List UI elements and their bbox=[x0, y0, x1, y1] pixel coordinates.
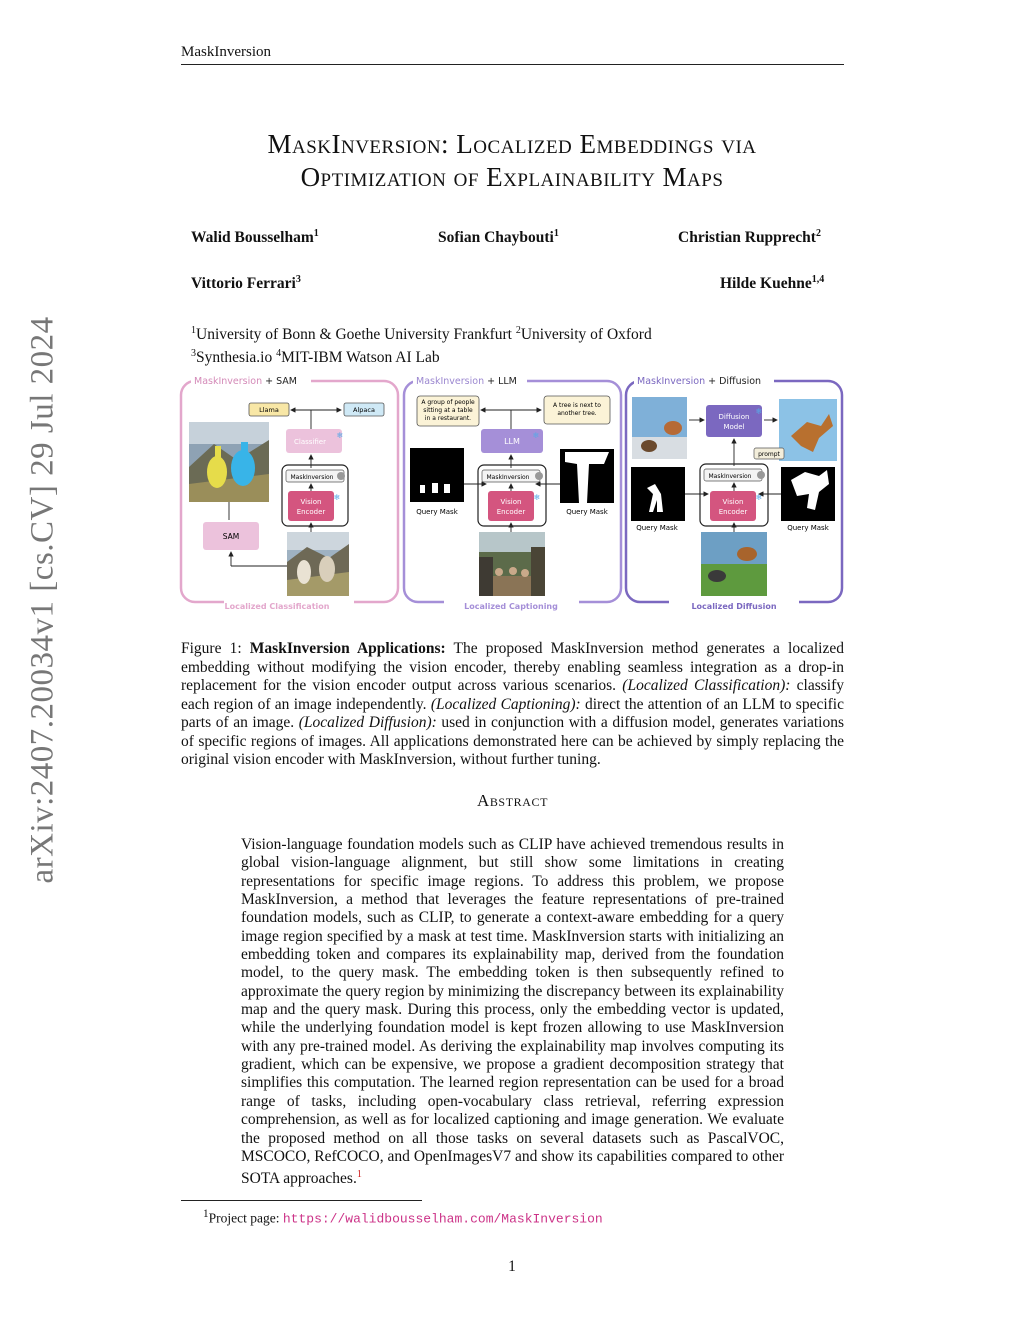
classifier-label: Classifier bbox=[294, 438, 326, 446]
vision-encoder-box bbox=[288, 491, 334, 521]
panel-footer: Localized Classification bbox=[224, 602, 330, 611]
query-mask-label: Query Mask bbox=[566, 508, 608, 516]
affil-num: 4 bbox=[276, 348, 282, 360]
dogs-photo-input bbox=[632, 397, 687, 459]
caption-left-line: sitting at a table bbox=[423, 407, 473, 414]
caption-text: used in conjunction with a diffusion model, generates variations of specific regions of images. All applications demonstrated here can be achieved by simply replacing the original vision encoder with MaskInversion, without further tuning. bbox=[181, 714, 845, 768]
maskinv-label: MaskInversion bbox=[290, 474, 334, 481]
llama-label: Llama bbox=[259, 406, 279, 414]
panel-title: MaskInversion + SAM bbox=[194, 376, 297, 387]
llama-photo-segmented bbox=[189, 422, 269, 502]
header-rule bbox=[181, 64, 844, 65]
affil-text: MIT-IBM Watson AI Lab bbox=[281, 349, 440, 367]
maskinv-label: MaskInversion bbox=[708, 473, 752, 480]
author-affiliation: 1 bbox=[553, 228, 559, 239]
panel-footer: Localized Diffusion bbox=[691, 602, 777, 611]
caption-right-line: A tree is next to bbox=[553, 402, 601, 409]
author-name: Walid Bousselham bbox=[191, 229, 314, 247]
sam-label: SAM bbox=[222, 532, 240, 541]
page-number: 1 bbox=[508, 1258, 516, 1275]
query-mask-right bbox=[560, 449, 614, 503]
affil-num: 2 bbox=[515, 325, 521, 336]
affil-text: University of Oxford bbox=[520, 326, 652, 344]
author-name: Christian Rupprecht bbox=[678, 229, 816, 247]
vision-encoder-box bbox=[710, 491, 756, 521]
frozen-icon: ❄ bbox=[755, 493, 763, 502]
diffusion-model-box bbox=[706, 405, 762, 437]
author-2 bbox=[438, 228, 559, 247]
panel-title: MaskInversion + LLM bbox=[416, 376, 517, 387]
encoder-label-1: Vision bbox=[500, 498, 522, 506]
panel-footer: Localized Captioning bbox=[464, 602, 558, 611]
author-affiliation: 1 bbox=[313, 228, 319, 239]
encoder-label-1: Vision bbox=[722, 498, 744, 506]
query-mask-label: Query Mask bbox=[787, 524, 829, 532]
dog-photo-output bbox=[779, 399, 837, 461]
gear-icon bbox=[337, 472, 345, 480]
diffusion-label-1: Diffusion bbox=[718, 413, 750, 421]
footnote-number: 1 bbox=[203, 1208, 209, 1220]
encoder-label-2: Encoder bbox=[296, 508, 326, 516]
query-mask-label: Query Mask bbox=[416, 508, 458, 516]
affiliations bbox=[191, 321, 652, 367]
caption-italic: (Localized Classification): bbox=[622, 677, 791, 694]
panel-diffusion bbox=[626, 374, 842, 611]
affil-text: Synthesia.io bbox=[196, 349, 277, 367]
panel-title: MaskInversion + Diffusion bbox=[637, 376, 762, 387]
figure-1 bbox=[179, 372, 844, 615]
dogs-photo bbox=[701, 532, 767, 596]
caption-italic: (Localized Diffusion): bbox=[298, 714, 437, 731]
alpaca-label: Alpaca bbox=[353, 406, 375, 414]
frozen-icon: ❄ bbox=[755, 407, 763, 416]
footnote bbox=[203, 1208, 603, 1227]
affiliation-line-2 bbox=[191, 344, 652, 367]
abstract-heading: Abstract bbox=[476, 791, 549, 810]
query-mask-label: Query Mask bbox=[636, 524, 678, 532]
diffusion-label-2: Model bbox=[723, 423, 745, 431]
frozen-icon: ❄ bbox=[333, 493, 341, 502]
author-name: Vittorio Ferrari bbox=[191, 275, 296, 293]
caption-left-line: A group of people bbox=[421, 399, 475, 406]
frozen-icon: ❄ bbox=[336, 431, 344, 440]
affil-text: University of Bonn & Goethe University Frankfurt bbox=[196, 326, 516, 344]
affiliation-line-1 bbox=[191, 321, 652, 344]
caption-left-line: in a restaurant. bbox=[424, 415, 472, 422]
author-5 bbox=[720, 274, 824, 293]
prompt-label: prompt bbox=[758, 451, 780, 458]
gear-icon bbox=[535, 472, 543, 480]
footnote-marker[interactable]: 1 bbox=[356, 1169, 362, 1181]
title-line-2: Optimization of Explainability Maps bbox=[300, 162, 724, 192]
author-name: Sofian Chaybouti bbox=[438, 229, 554, 247]
affil-num: 1 bbox=[191, 325, 196, 336]
caption-text: direct the attention of an LLM to specific parts of an image. bbox=[181, 695, 844, 731]
abstract-text: Vision-language foundation models such as CLIP have achieved tremendous results in global vision-language alignment, but still show some limitations in creating representations for specific image regions. To address this problem, we propose MaskInversion, a method that leverages the feature representations of pre-trained foundation models, such as CLIP, to generate a context-aware embedding for a query image region specified by a mask at test time. MaskInversion starts with initializing an embedding token and compares its explainability map, derived from the foundation model, to the query mask. The embedding token is then subsequently refined to approximate the query region by minimizing the discrepancy between its explainability map and the query mask. During this process, only the embedding vector is updated, while the underlying foundation model is kept frozen allowing to use MaskInversion with any pre-trained model. As deriving the explainability map involves computing its gradient, which can be expensive, we propose a gradient decomposition strategy that simplifies this computation. The learned region representation can be used for a broad range of tasks, including open-vocabulary class retrieval, referring expression comprehension, as well as for localized captioning and image generation. We evaluate the proposed method on all those tasks on several datasets such as PascalVOC, MSCOCO, RefCOCO, and OpenImagesV7 and show its capabilities compared to other SOTA approaches. bbox=[241, 836, 784, 1188]
panel-captioning bbox=[404, 374, 621, 611]
author-affiliation: 1,4 bbox=[811, 274, 825, 285]
affil-num: 3 bbox=[191, 348, 196, 360]
caption-italic: (Localized Captioning): bbox=[430, 695, 581, 713]
author-affiliation: 2 bbox=[815, 228, 821, 239]
caption-right-line: another tree. bbox=[557, 410, 597, 417]
encoder-label-2: Encoder bbox=[496, 508, 526, 516]
vision-encoder-box bbox=[488, 491, 534, 521]
query-mask-left bbox=[410, 448, 464, 502]
query-mask-right bbox=[781, 467, 835, 521]
frozen-icon: ❄ bbox=[532, 431, 540, 440]
figure-caption bbox=[181, 640, 844, 770]
author-1 bbox=[191, 228, 319, 247]
caption-bold: MaskInversion Applications: bbox=[249, 640, 446, 657]
caption-label: Figure 1: bbox=[181, 640, 250, 657]
author-name: Hilde Kuehne bbox=[720, 275, 812, 293]
title-line-1: MaskInversion: Localized Embeddings via bbox=[267, 129, 757, 159]
caption-text: classify each region of an image independently. bbox=[181, 677, 844, 713]
running-head: MaskInversion bbox=[181, 44, 271, 60]
panel-classification bbox=[181, 374, 398, 611]
gear-icon bbox=[757, 471, 765, 479]
project-page-link[interactable]: https://walidbousselham.com/MaskInversion bbox=[282, 1211, 603, 1227]
frozen-icon: ❄ bbox=[533, 493, 541, 502]
author-3 bbox=[678, 228, 821, 247]
query-mask-left bbox=[631, 467, 685, 521]
figure-svg bbox=[179, 372, 844, 615]
caption-text: The proposed MaskInversion method generates a localized embedding without modifying the vision encoder, thereby enabling seamless integration as a drop-in replacement for the vision encoder output across various scenarios. bbox=[181, 640, 844, 694]
llama-photo bbox=[287, 532, 349, 596]
arxiv-stamp: arXiv:2407.20034v1 [cs.CV] 29 Jul 2024 bbox=[24, 316, 61, 884]
footnote-label: Project page: bbox=[208, 1210, 283, 1226]
abstract-body bbox=[241, 836, 784, 1189]
maskinv-label: MaskInversion bbox=[486, 474, 530, 481]
author-affiliation: 3 bbox=[295, 274, 301, 285]
restaurant-photo bbox=[479, 532, 545, 596]
encoder-label-1: Vision bbox=[300, 498, 322, 506]
paper-title bbox=[150, 128, 874, 194]
footnote-rule bbox=[181, 1200, 422, 1201]
author-4 bbox=[191, 274, 301, 293]
llm-label: LLM bbox=[504, 437, 520, 446]
encoder-label-2: Encoder bbox=[718, 508, 748, 516]
